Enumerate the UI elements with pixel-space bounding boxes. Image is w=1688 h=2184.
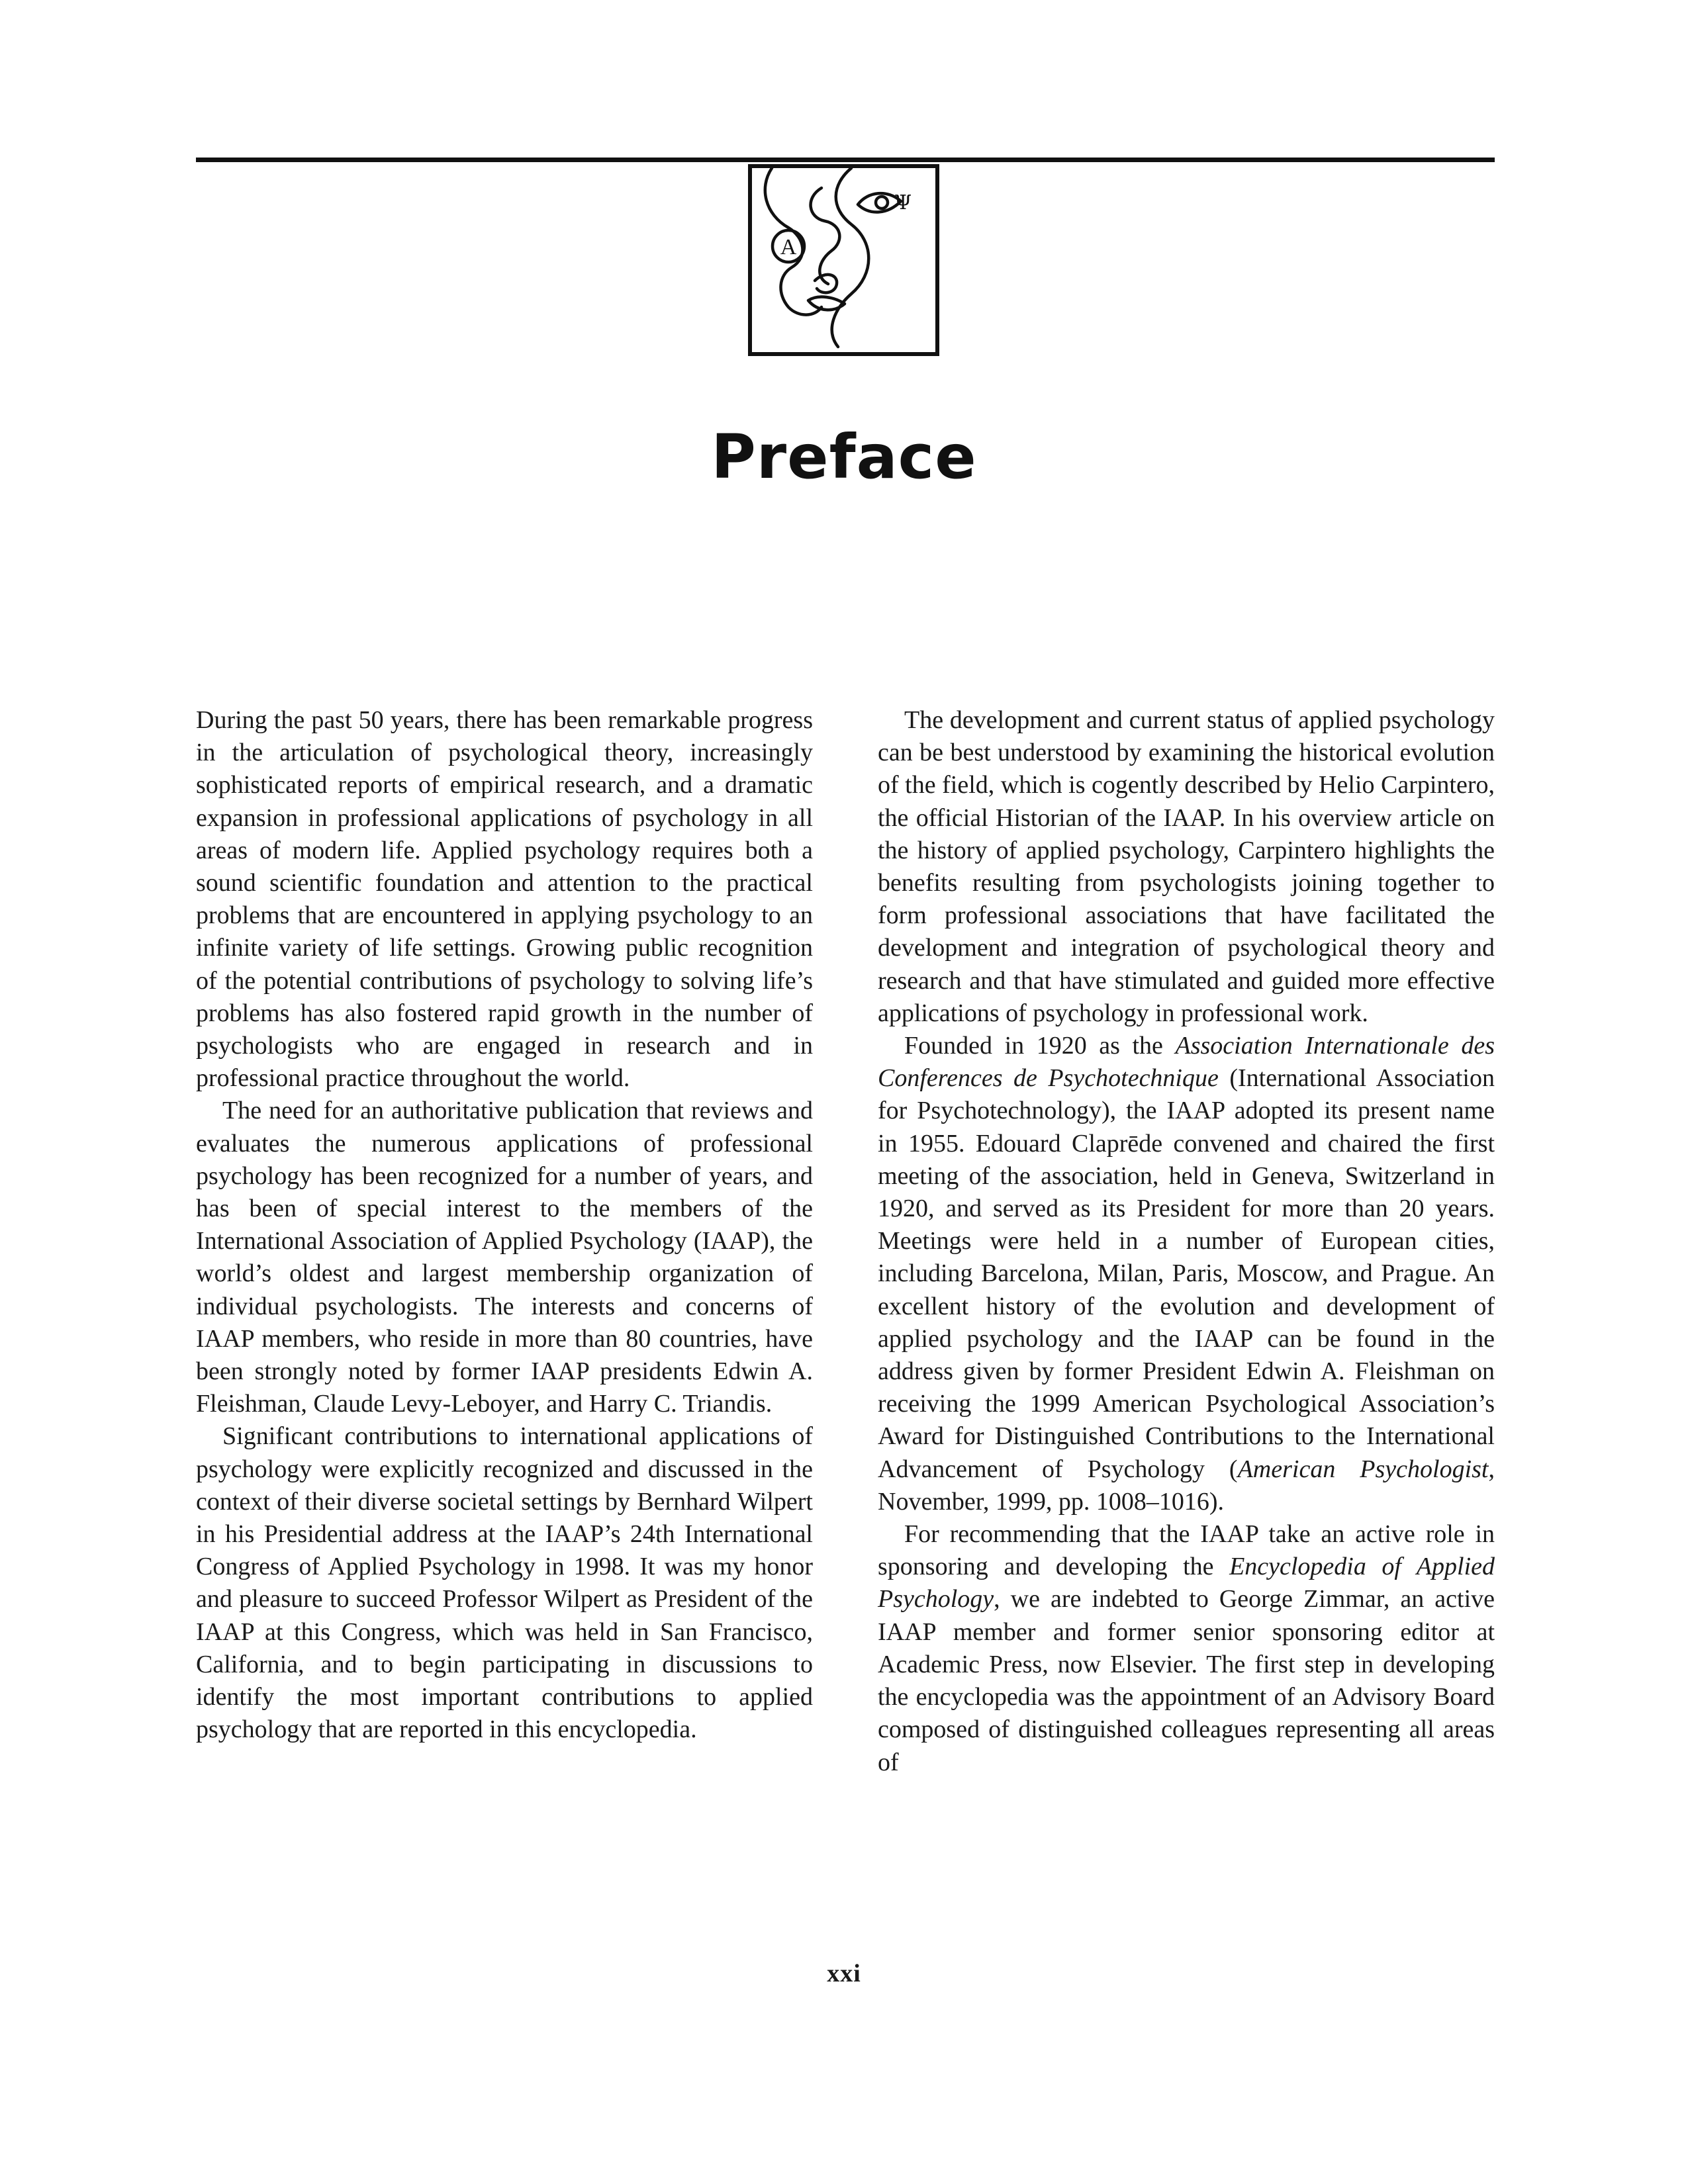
logo-letter-a: A [780,235,797,259]
right-p2-text-b: (International Association for Psychotechnology), the IAAP adopted its present name in 1955. Edouard Claprēde convened and chaired the first meeting of the association, held in Geneva, Switzerland in 1920, and served as its President for more than 20 years. Meetings were held in a number of European cities, including Barcelona, Milan, Paris, Moscow, and Prague. An excellent history of the evolution and development of applied psychology and the IAAP can be found in the address given by former President Edwin A. Fleishman on receiving the 1999 American Psychological Association’s Award for Distinguished Contributions to the International Advancement of Psychology ( [878,1064,1495,1483]
right-paragraph-3 [878,1518,1495,1779]
iaap-logo [748,164,939,356]
right-p3-italic-encyclopedia: Encyclopedia of Applied Psychology [878,1553,1495,1614]
right-p2-text-a: Founded in 1920 as the [904,1032,1176,1060]
page-number: xxi [827,1960,861,1987]
right-p2-italic-association: Association Internationale des Conferences de Psychotechnique [878,1032,1495,1093]
right-p2-text-c: , November, 1999, pp. 1008–1016). [878,1455,1495,1516]
left-paragraph-3: Significant contributions to international applications of psychology were explicitly recognized and discussed in the context of their diverse societal settings by Bernhard Wilpert in his Presidential address at the IAAP’s 24th International Congress of Applied Psychology in 1998. It was my honor and pleasure to succeed Professor Wilpert as President of the IAAP at this Congress, which was held in San Francisco, California, and to begin participating in discussions to identify the most important contributions to applied psychology that are reported in this encyclopedia. [196,1422,813,1744]
right-p3-text-b: , we are indebted to George Zimmar, an active IAAP member and former senior sponsoring editor at Academic Press, now Elsevier. The first step in developing the encyclopedia was the appointment of an Advisory Board composed of distinguished colleagues representing all areas of [878,1585,1495,1776]
left-column [196,704,813,1747]
right-column [878,704,1495,1779]
logo-letter-psi: Ψ [894,191,912,214]
left-paragraph-1: During the past 50 years, there has been remarkable progress in the articulation of psychological theory, increasingly sophisticated reports of empirical research, and a dramatic expansion in professional applications of psychology in all areas of modern life. Applied psychology requires both a sound scientific foundation and attention to the practical problems that are encountered in applying psychology to an infinite variety of life settings. Growing public recognition of the potential contributions of psychology to solving life’s problems has also fostered rapid growth in the number of psychologists who are engaged in research and in professional practice throughout the world. [196,706,813,1093]
left-paragraph-2: The need for an authoritative publication that reviews and evaluates the numerous applications of professional psychology has been recognized for a number of years, and has been of special interest to the members of the International Association of Applied Psychology (IAAP), the world’s oldest and largest membership organization of individual psychologists. The interests and concerns of IAAP members, who reside in more than 80 countries, have been strongly noted by former IAAP presidents Edwin A. Fleishman, Claude Levy-Leboyer, and Harry C. Triandis. [196,1097,813,1418]
top-rule [196,158,1495,162]
right-p2-italic-journal: American Psychologist [1237,1455,1489,1483]
right-paragraph-2 [878,1030,1495,1518]
right-p3-text-a: For recommending that the IAAP take an active role in sponsoring and developing the [878,1520,1495,1581]
iaap-face-logo-icon [752,168,935,352]
page-title: Preface [711,422,977,492]
right-paragraph-1: The development and current status of applied psychology can be best understood by examining the historical evolution of the field, which is cogently described by Helio Carpintero, the official Historian of the IAAP. In his overview article on the history of applied psychology, Carpintero highlights the benefits resulting from psychologists joining together to form professional associations that have facilitated the development and integration of psychological theory and research and that have stimulated and guided more effective applications of psychology in professional work. [878,706,1495,1027]
